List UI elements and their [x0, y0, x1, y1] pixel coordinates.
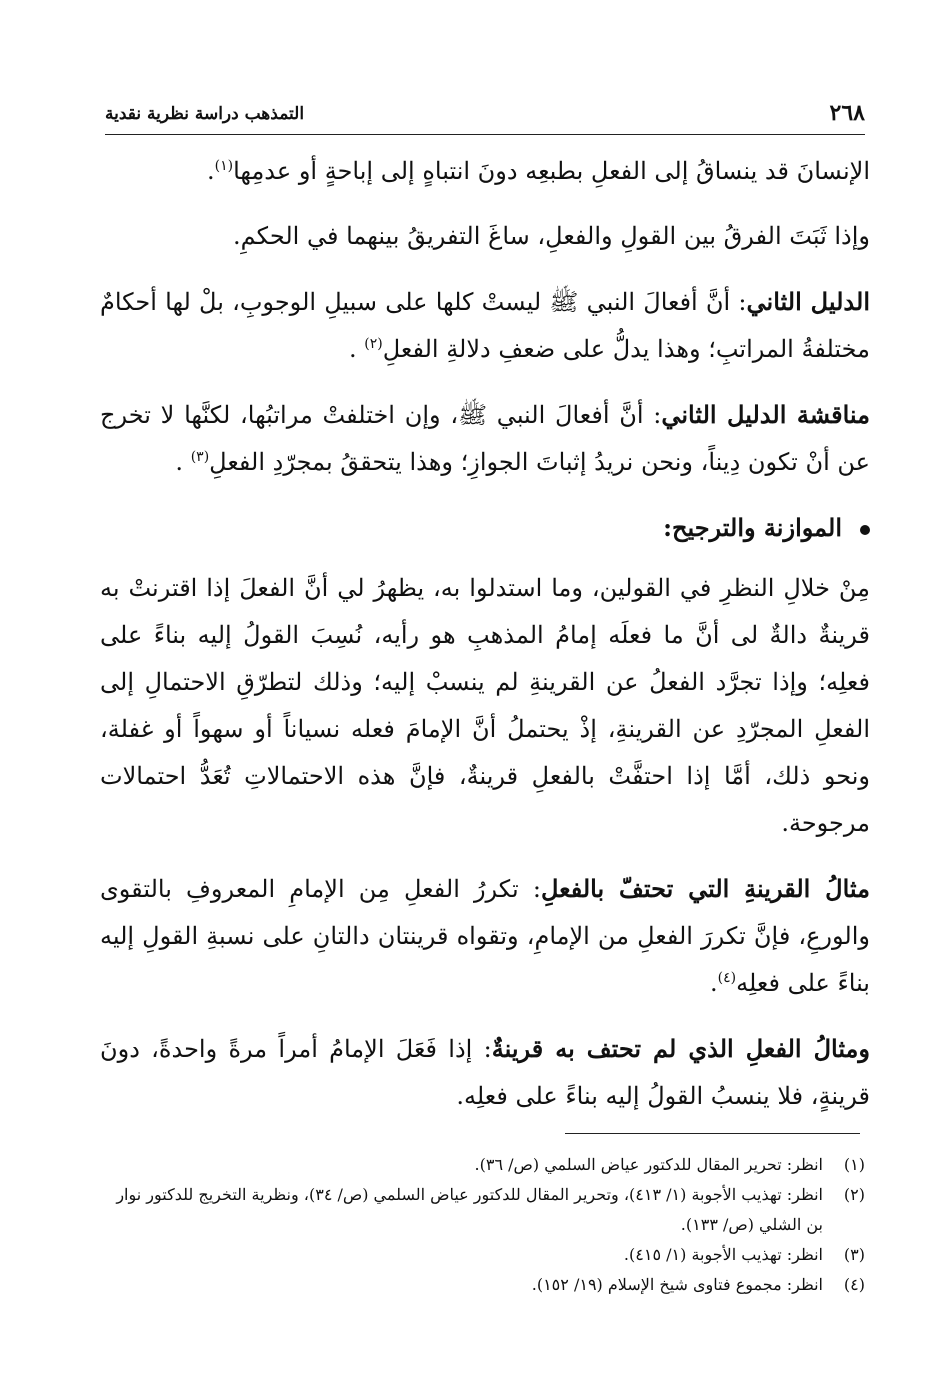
footnote-number: (٢): [843, 1185, 865, 1204]
footnote-number: (٣): [843, 1245, 865, 1264]
footnote-ref-2: (٢): [364, 336, 383, 352]
footnote-number: (١): [843, 1155, 865, 1174]
paragraph-4-lead: مناقشة الدليل الثاني: [661, 400, 870, 429]
paragraph-4-end: .: [175, 448, 191, 476]
page-number: ٢٦٨: [829, 100, 865, 126]
bullet-icon: [860, 525, 870, 535]
section-heading-text: الموازنة والترجيح:: [663, 513, 842, 542]
paragraph-7: [100, 1025, 870, 1120]
paragraph-3-end: .: [348, 335, 365, 363]
section-heading: [100, 504, 870, 551]
footnote-text: انظر: تهذيب الأجوبة (١/ ٤١٥).: [623, 1245, 823, 1264]
paragraph-1: [100, 148, 870, 195]
page-header: [105, 100, 865, 135]
footnote-text: انظر: تحرير المقال للدكتور عياض السلمي (ص/ ٣٦).: [474, 1155, 823, 1174]
paragraph-7-text: : إذا فَعَلَ الإمامُ أمراً مرةً واحدةً، دونَ قرينةٍ، فلا ينسبُ القولُ إليه بناءً على فعلِه.: [100, 1035, 870, 1110]
paragraph-1-text: الإنسانَ قد ينساقُ إلى الفعلِ بطبعِه دونَ انتباهٍ إلى إباحةٍ أو عدمِها: [233, 157, 870, 185]
footnote-text: انظر: تهذيب الأجوبة (١/ ٤١٣)، وتحرير المقال للدكتور عياض السلمي (ص/ ٣٤)، ونظرية التخريج للدكتور نوار بن الشلي (ص/ ١٣٣).: [116, 1185, 823, 1234]
running-title: التمذهب دراسة نظرية نقدية: [105, 104, 305, 124]
paragraph-6: [100, 865, 870, 1007]
footnote-text: انظر: مجموع فتاوى شيخ الإسلام (١٩/ ١٥٢).: [531, 1275, 823, 1294]
paragraph-6-text: : تكررُ الفعلِ مِن الإمامِ المعروفِ بالتقوى والورعِ، فإنَّ تكررَ الفعلِ من الإمامِ، وتقواه قرينتان دالتانِ على نسبةِ القولِ إليه بناءً على فعلِه: [100, 875, 870, 997]
footnote-number: (٤): [843, 1275, 865, 1294]
footnote-2: [105, 1180, 865, 1240]
paragraph-6-lead: مثالُ القرينةِ التي تحتفّ بالفعلِ: [540, 874, 871, 903]
footnotes: [105, 1150, 865, 1300]
main-text: [100, 148, 870, 1138]
paragraph-3: [100, 278, 870, 373]
paragraph-7-lead: ومثالُ الفعلِ الذي لم تحتف به قرينةٌ: [491, 1034, 871, 1063]
paragraph-2: وإذا ثَبَتَ الفرقُ بين القولِ والفعلِ، ساغَ التفريقُ بينهما في الحكمِ.: [233, 222, 870, 250]
footnote-divider: [565, 1133, 860, 1134]
paragraph-6-end: .: [709, 969, 718, 997]
paragraph-5: مِنْ خلالِ النظرِ في القولين، وما استدلوا به، يظهرُ لي أنَّ الفعلَ إذا اقترنتْ به قرينةٌ دالةٌ لى أنَّ ما فعلَه إمامُ المذهبِ هو رأيه، نُسِبَ القولُ إليه بناءً على فعلِه؛ وإذا تجرَّد الفعلُ عن القرينةِ لم ينسبْ إليه؛ وذلك لتطرّقِ الاحتمالِ إلى الفعلِ المجرّدِ عن القرينةِ، إذْ يحتملُ أنَّ الإمامَ فعله نسياناً أو سهواً أو غفلة، ونحو ذلك، أمَّا إذا احتفَّتْ بالفعلِ قرينةٌ، فإنَّ هذه الاحتمالاتِ تُعَدُّ احتمالات مرجوحة.: [100, 574, 870, 837]
footnote-4: [105, 1270, 865, 1300]
footnote-1: [105, 1150, 865, 1180]
paragraph-4: [100, 391, 870, 486]
footnote-ref-4: (٤): [717, 970, 737, 986]
footnote-ref-3: (٣): [190, 449, 210, 465]
paragraph-4-text: : أنَّ أفعالَ النبي ﷺ، وإن اختلفتْ مراتبُها، لكنَّها لا تخرج عن أنْ تكون دِيناً، ونحن نريدُ إثباتَ الجوازِ؛ وهذا يتحققُ بمجرّدِ الفعلِ: [100, 401, 870, 476]
footnote-3: [105, 1240, 865, 1270]
footnote-ref-1: (١): [214, 158, 234, 174]
paragraph-3-lead: الدليل الثاني: [746, 287, 870, 316]
paragraph-1-end: .: [206, 157, 215, 185]
paragraph-3-text: : أنَّ أفعالَ النبي ﷺ ليستْ كلها على سبيلِ الوجوبِ، بلْ لها أحكامٌ مختلفةُ المراتبِ؛ وهذا يدلُّ على ضعفِ دلالةِ الفعلِ: [100, 288, 870, 363]
